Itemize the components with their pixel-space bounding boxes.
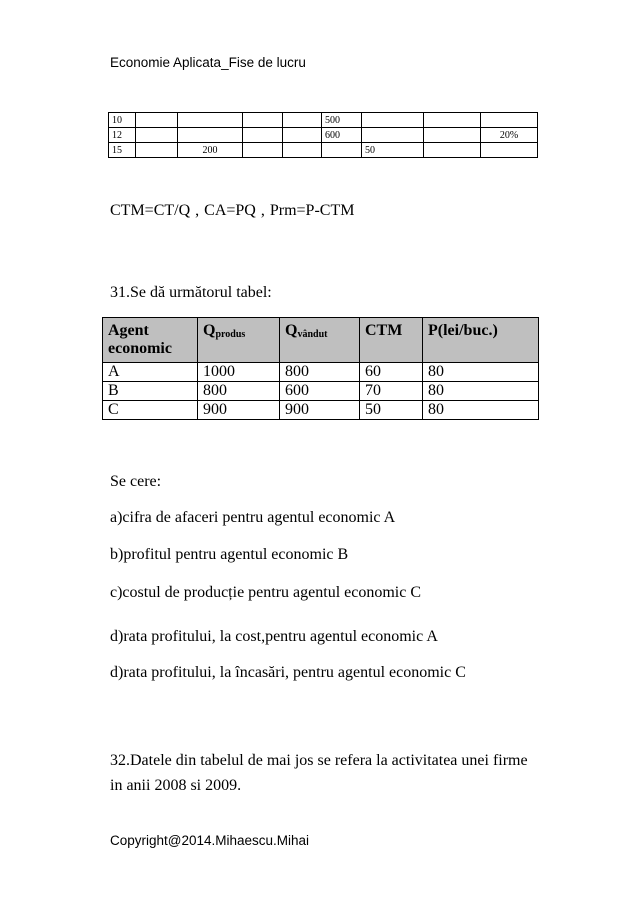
header-agent: Agent economic [103,318,198,363]
table-cell: 500 [322,113,362,128]
table-cell: 900 [198,401,280,420]
table-row [103,401,539,420]
table-cell [481,143,538,158]
header-q-produs-sub: produs [215,329,246,340]
table-cell: 800 [198,382,280,401]
table-cell [283,113,322,128]
requirement-b: b)profitul pentru agentul economic B [110,546,349,563]
table-cell [283,143,322,158]
table-cell: B [103,382,198,401]
problem-32-text: 32.Datele din tabelul de mai jos se refera la activitatea unei firme in anii 2008 si 2009. [110,752,528,794]
table-cell: 50 [360,401,423,420]
table-cell [243,143,283,158]
table-cell [424,113,481,128]
requirement-d-incasari: d)rata profitului, la încasări, pentru agentul economic C [110,664,466,681]
table-cell: 900 [280,401,360,420]
table-row [103,382,539,401]
table-cell: 600 [280,382,360,401]
table-cell [136,128,178,143]
table-cell [322,143,362,158]
table-header-row [103,318,539,363]
table-cell: 60 [360,363,423,382]
header-q-produs [198,318,280,363]
table-cell [178,128,243,143]
table-cell: 80 [423,382,539,401]
table-cell: 80 [423,363,539,382]
problem-31-title: 31.Se dă următorul tabel: [110,284,272,301]
table-cell: 80 [423,401,539,420]
table-cell [136,113,178,128]
table-cell: 600 [322,128,362,143]
table-cell [178,113,243,128]
table-cell: 12 [109,128,136,143]
table-cell: 70 [360,382,423,401]
table-cell [243,128,283,143]
requirement-d-cost: d)rata profitului, la cost,pentru agentul economic A [110,628,438,645]
table-cell: 50 [362,143,424,158]
agents-table [102,317,539,420]
table-cell: 20% [481,128,538,143]
table-cell: 15 [109,143,136,158]
table-cell: 10 [109,113,136,128]
header-price: P(lei/buc.) [423,318,539,363]
table-cell [136,143,178,158]
table-cell [362,128,424,143]
se-cere-label: Se cere: [110,473,162,490]
table-row [103,363,539,382]
table-cell [424,128,481,143]
table-row [109,128,538,143]
table-cell [283,128,322,143]
header-q-vandut-sub: vândut [297,329,328,340]
table-cell: 800 [280,363,360,382]
page-footer: Copyright@2014.Mihaescu.Mihai [110,833,310,848]
header-q-produs-base: Q [203,322,216,339]
requirement-a: a)cifra de afaceri pentru agentul economic A [110,509,396,526]
table-cell: 1000 [198,363,280,382]
table-cell: C [103,401,198,420]
header-q-vandut-base: Q [285,322,298,339]
requirement-c: c)costul de producție pentru agentul economic C [110,584,422,601]
header-ctm: CTM [360,318,423,363]
table-row [109,143,538,158]
continued-data-table [108,112,538,158]
page-header: Economie Aplicata_Fise de lucru [110,55,306,70]
table-cell [481,113,538,128]
table-cell: 200 [178,143,243,158]
formulas: CTM=CT/Q , CA=PQ , Prm=P-CTM [110,202,355,219]
table-cell [362,113,424,128]
table-cell [243,113,283,128]
table-cell: A [103,363,198,382]
header-q-vandut [280,318,360,363]
table-cell [424,143,481,158]
table-row [109,113,538,128]
